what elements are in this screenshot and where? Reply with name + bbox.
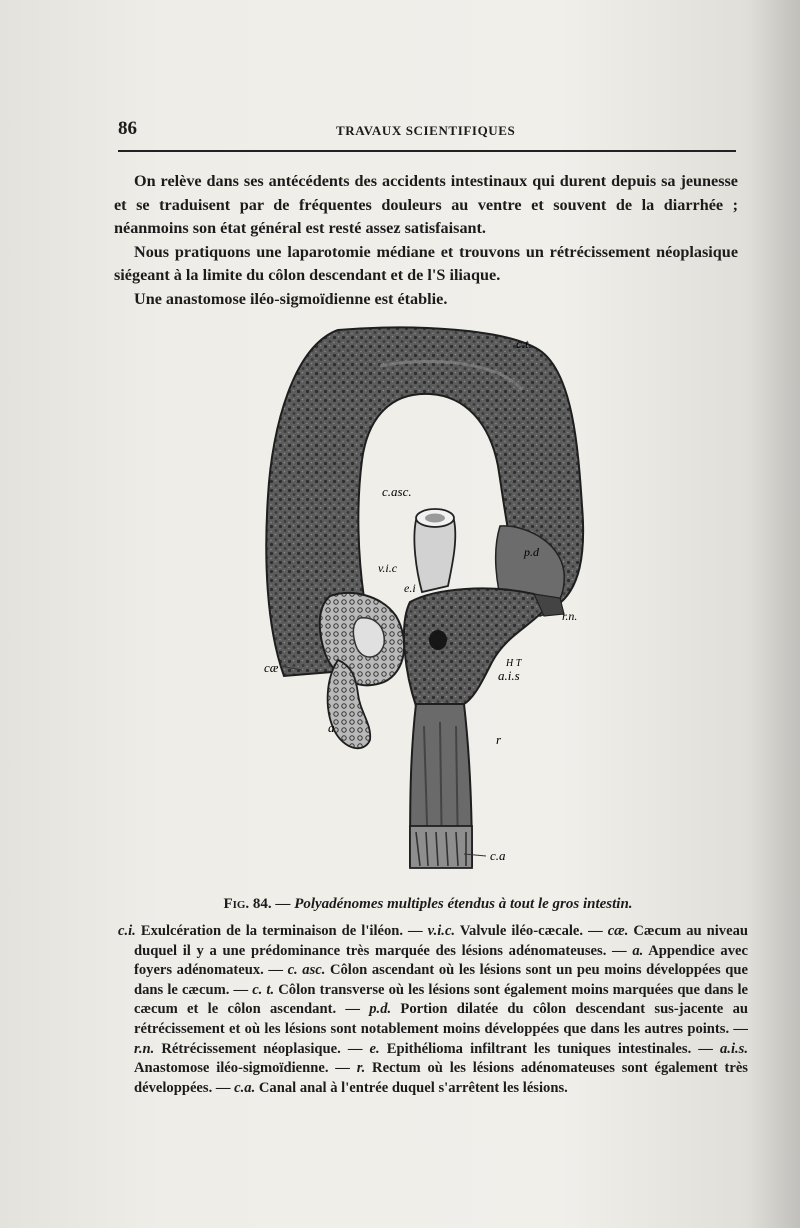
legend-text: Portion dilatée du côlon descendant sus-jacente au rétrécissement et où les lésions sont notablement moins développées que dans les autres points. — — [134, 1001, 748, 1037]
legend-abbr: c. t. — [252, 981, 275, 998]
paragraph: Nous pratiquons une laparotomie médiane et trouvons un rétrécissement néoplasique siégeant à la limite du côlon descendant et de l'S iliaque. — [114, 242, 738, 285]
legend-abbr: r.n. — [134, 1040, 155, 1057]
label-rn: r.n. — [562, 609, 578, 623]
paragraph: Une anastomose iléo-sigmoïdienne est établie. — [134, 289, 448, 308]
legend-abbr: p.d. — [369, 1001, 392, 1018]
legend-abbr: c. asc. — [287, 962, 326, 979]
legend-text: Appendice avec foyers adénomateux. — — [134, 942, 748, 979]
legend-text: Rectum où les lésions adénomateuses sont également très développées. — — [134, 1060, 748, 1096]
legend-text: Epithélioma infiltrant les tuniques intestinales. — — [386, 1040, 713, 1057]
legend-text: Rétrécissement néoplasique. — — [161, 1040, 363, 1057]
legend-abbr: v.i.c. — [427, 923, 456, 939]
header-rule — [118, 150, 736, 152]
legend-abbr: c.a. — [234, 1079, 256, 1096]
legend-paragraph — [118, 922, 748, 1098]
paragraph: On relève dans ses antécédents des accidents intestinaux qui durent depuis sa jeunesse et se traduisent par de fréquentes douleurs au ventre et souvent de la diarrhée ; néanmoins son état général est resté assez satisfaisant. — [114, 172, 738, 238]
legend-abbr: r. — [356, 1060, 366, 1077]
label-vic: v.i.c — [378, 561, 398, 575]
label-pd: p.d — [524, 545, 539, 559]
page-number: 86 — [118, 118, 137, 139]
figure-title: Polyadénomes multiples étendus à tout le gros intestin. — [294, 896, 633, 912]
legend-text: Anastomose iléo-sigmoïdienne. — — [134, 1060, 350, 1077]
colon-illustration — [260, 326, 600, 882]
sigmoid-anastomosis — [404, 588, 544, 706]
legend-text: Exulcération de la terminaison de l'iléon. — — [140, 923, 423, 939]
legend-text: Côlon ascendant où les lésions sont un peu moins développées que dans le cæcum. — — [134, 962, 748, 998]
label-casc: c.asc. — [382, 484, 412, 499]
body-text — [114, 170, 738, 312]
label-ais: a.i.s — [498, 668, 520, 683]
label-ei: e.i — [404, 581, 416, 595]
legend-abbr: a.i.s. — [720, 1040, 748, 1057]
legend-abbr: c.i. — [118, 923, 136, 939]
legend-abbr: e. — [369, 1040, 380, 1057]
label-ht: H T — [506, 658, 522, 669]
label-r: r — [496, 732, 502, 747]
running-head: TRAVAUX SCIENTIFIQUES — [336, 123, 516, 138]
figure-number: Fig. 84. — — [223, 896, 291, 912]
legend-text: Valvule iléo-cæcale. — — [459, 923, 603, 939]
colon-drawing — [260, 326, 600, 882]
page-shadow — [748, 0, 800, 1228]
legend-abbr: cæ. — [607, 923, 629, 939]
label-cae: cæ — [264, 660, 279, 675]
label-ca: c.a — [490, 848, 506, 863]
legend-text: Canal anal à l'entrée duquel s'arrêtent les lésions. — [258, 1079, 568, 1096]
page-header — [118, 118, 736, 144]
figure-legend — [118, 922, 748, 1098]
legend-text: Cæcum au niveau duquel il y a une prédominance très marquée des lésions adénomateuses. — — [134, 923, 748, 959]
legend-text: Côlon transverse où les lésions sont également moins marquées que dans le cæcum et le côlon ascendant. — — [134, 981, 748, 1018]
figure-caption — [118, 896, 738, 913]
label-ct: c.t. — [516, 336, 532, 351]
legend-abbr: a. — [632, 942, 644, 959]
label-a: a — [328, 720, 335, 735]
